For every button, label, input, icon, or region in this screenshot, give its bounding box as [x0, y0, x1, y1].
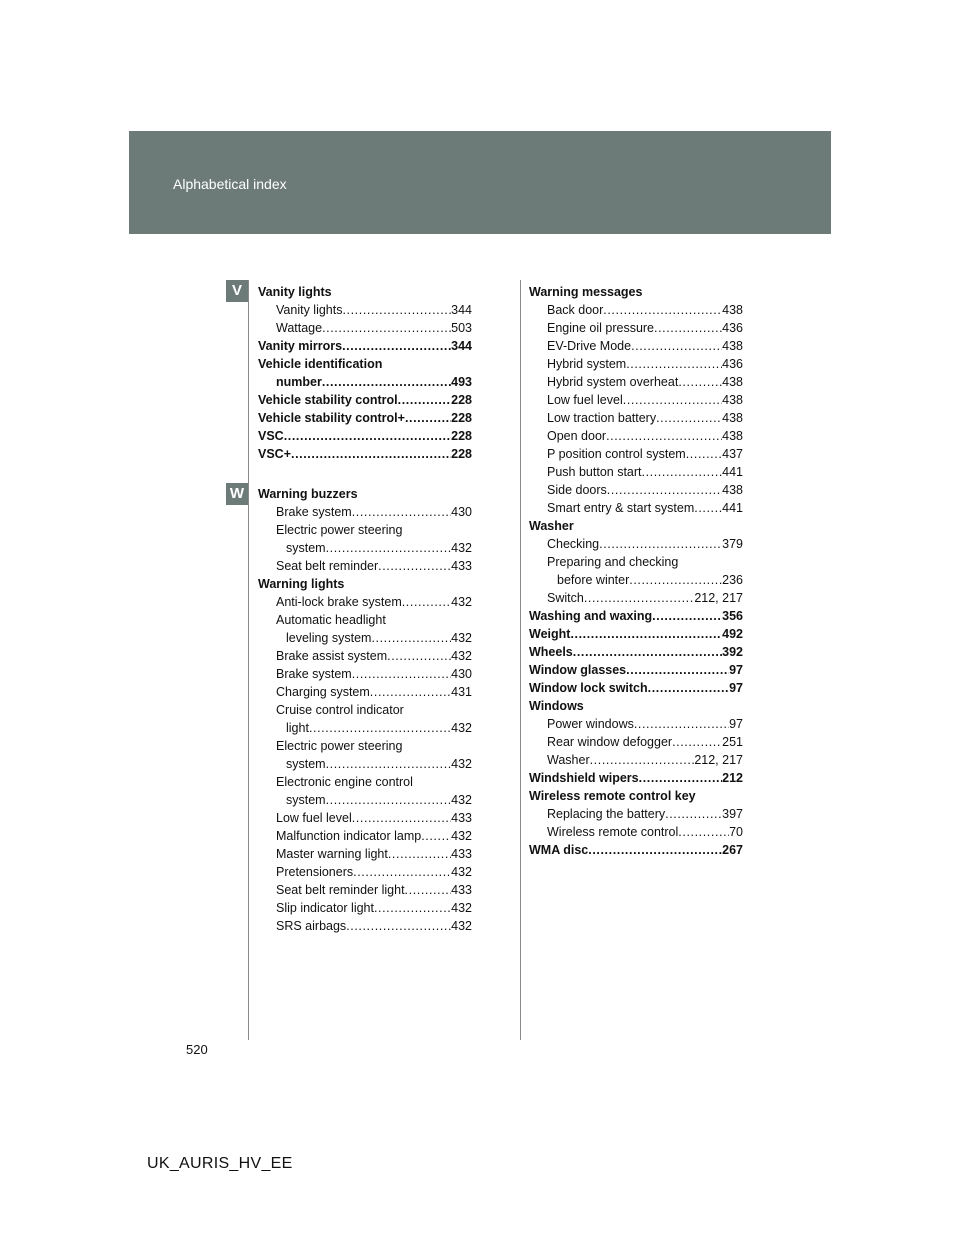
index-entry [529, 643, 743, 661]
entry-term: Brake system [276, 667, 352, 681]
dot-leader [346, 917, 451, 935]
entry-term: system [286, 541, 326, 555]
letter-tab-v: V [226, 280, 248, 302]
entry-page-ref: 438 [722, 339, 743, 353]
dot-leader [326, 791, 452, 809]
index-entry [529, 355, 743, 373]
entry-term: Window lock switch [529, 681, 648, 695]
index-entry [529, 535, 743, 553]
entry-term: light [286, 721, 309, 735]
dot-leader [374, 899, 451, 917]
dot-leader [665, 805, 722, 823]
dot-leader [352, 665, 451, 683]
dot-leader [573, 643, 722, 661]
index-entry [258, 827, 472, 845]
index-entry [258, 755, 472, 773]
entry-page-ref: 356 [722, 609, 743, 623]
index-entry [529, 661, 743, 679]
index-entry [529, 463, 743, 481]
letter-tab-w: W [226, 483, 248, 505]
dot-leader [648, 679, 729, 697]
entry-page-ref: 436 [722, 321, 743, 335]
dot-leader [599, 535, 722, 553]
index-entry [529, 769, 743, 787]
entry-term: Hybrid system overheat [547, 375, 679, 389]
index-heading: Wireless remote control key [529, 789, 696, 803]
index-entry [529, 805, 743, 823]
index-entry [258, 539, 472, 557]
entry-page-ref: 432 [451, 829, 472, 843]
entry-page-ref: 431 [451, 685, 472, 699]
entry-page-ref: 344 [451, 303, 472, 317]
entry-page-ref: 433 [451, 883, 472, 897]
dot-leader [387, 647, 451, 665]
index-heading: Warning lights [258, 577, 345, 591]
dot-leader [590, 751, 695, 769]
index-entry [529, 823, 743, 841]
entry-page-ref: 97 [729, 663, 743, 677]
entry-page-ref: 212, 217 [694, 753, 743, 767]
entry-term: Weight [529, 627, 571, 641]
entry-term: Wireless remote control [547, 825, 679, 839]
dot-leader [678, 823, 729, 841]
entry-page-ref: 397 [722, 807, 743, 821]
dot-leader [378, 557, 451, 575]
dot-leader [629, 571, 722, 589]
entry-page-ref: 432 [451, 721, 472, 735]
entry-page-ref: 228 [451, 447, 472, 461]
entry-term: WMA disc [529, 843, 589, 857]
entry-page-ref: 492 [722, 627, 743, 641]
index-entry [529, 589, 743, 607]
index-entry [258, 301, 472, 319]
entry-term: Power windows [547, 717, 634, 731]
entry-page-ref: 228 [451, 411, 472, 425]
entry-page-ref: 436 [722, 357, 743, 371]
index-entry [529, 733, 743, 751]
dot-leader [342, 301, 451, 319]
index-entry [258, 809, 472, 827]
index-entry [258, 665, 472, 683]
entry-term: Hybrid system [547, 357, 627, 371]
dot-leader [654, 319, 722, 337]
index-entry [529, 607, 743, 625]
entry-term: VSC+ [258, 447, 292, 461]
entry-term: Master warning light [276, 847, 388, 861]
entry-term: Seat belt reminder light [276, 883, 405, 897]
entry-term: Washer [547, 753, 590, 767]
index-entry [258, 391, 472, 409]
entry-page-ref: 430 [451, 505, 472, 519]
entry-term: leveling system [286, 631, 372, 645]
header-title: Alphabetical index [173, 176, 287, 192]
dot-leader [639, 769, 723, 787]
entry-page-ref: 432 [451, 901, 472, 915]
entry-term: SRS airbags [276, 919, 347, 933]
dot-leader [371, 629, 451, 647]
index-heading: Electronic engine control [276, 775, 413, 789]
entry-term: Anti-lock brake system [276, 595, 402, 609]
index-entry [258, 845, 472, 863]
entry-page-ref: 212 [722, 771, 743, 785]
entry-page-ref: 70 [729, 825, 743, 839]
index-entry [258, 863, 472, 881]
index-entry [529, 481, 743, 499]
index-entry [529, 841, 743, 859]
dot-leader [405, 409, 451, 427]
entry-page-ref: 432 [451, 865, 472, 879]
dot-leader [326, 755, 452, 773]
dot-leader [642, 463, 723, 481]
entry-term: Rear window defogger [547, 735, 673, 749]
dot-leader [291, 445, 451, 463]
entry-page-ref: 503 [451, 321, 472, 335]
entry-page-ref: 228 [451, 393, 472, 407]
index-entry [258, 629, 472, 647]
entry-page-ref: 430 [451, 667, 472, 681]
entry-term: Replacing the battery [547, 807, 666, 821]
dot-leader [388, 845, 451, 863]
entry-page-ref: 432 [451, 793, 472, 807]
entry-term: Window glasses [529, 663, 627, 677]
index-entry [258, 427, 472, 445]
entry-term: Slip indicator light [276, 901, 374, 915]
entry-page-ref: 438 [722, 483, 743, 497]
entry-term: before winter [557, 573, 630, 587]
entry-page-ref: 432 [451, 919, 472, 933]
index-entry [258, 791, 472, 809]
entry-page-ref: 379 [722, 537, 743, 551]
entry-page-ref: 493 [451, 375, 472, 389]
entry-term: Low fuel level [276, 811, 352, 825]
index-entry [258, 373, 472, 391]
entry-page-ref: 438 [722, 429, 743, 443]
index-entry [258, 445, 472, 463]
index-entry [258, 593, 472, 611]
dot-leader [309, 719, 451, 737]
index-entry [529, 499, 743, 517]
dot-leader [656, 409, 722, 427]
index-entry [529, 427, 743, 445]
entry-page-ref: 438 [722, 303, 743, 317]
entry-page-ref: 392 [722, 645, 743, 659]
entry-term: Back door [547, 303, 604, 317]
index-entry [258, 409, 472, 427]
index-entry [529, 571, 743, 589]
index-entry [529, 337, 743, 355]
entry-term: Smart entry & start system [547, 501, 695, 515]
index-heading: Warning messages [529, 285, 643, 299]
entry-page-ref: 438 [722, 393, 743, 407]
entry-page-ref: 438 [722, 375, 743, 389]
entry-page-ref: 438 [722, 411, 743, 425]
dot-leader [672, 733, 722, 751]
entry-term: Wheels [529, 645, 573, 659]
index-entry [529, 391, 743, 409]
entry-term: Windshield wipers [529, 771, 639, 785]
center-divider [520, 280, 521, 1040]
dot-leader [570, 625, 722, 643]
entry-term: system [286, 793, 326, 807]
entry-term: Open door [547, 429, 607, 443]
dot-leader [588, 841, 722, 859]
dot-leader [626, 355, 722, 373]
index-entry [258, 719, 472, 737]
index-entry [258, 647, 472, 665]
entry-page-ref: 441 [722, 501, 743, 515]
dot-leader [370, 683, 451, 701]
entry-page-ref: 432 [451, 595, 472, 609]
entry-term: Vehicle stability control [258, 393, 398, 407]
dot-leader [623, 391, 722, 409]
entry-term: Checking [547, 537, 600, 551]
entry-term: Malfunction indicator lamp [276, 829, 422, 843]
index-heading: Warning buzzers [258, 487, 358, 501]
entry-page-ref: 251 [722, 735, 743, 749]
dot-leader [342, 337, 451, 355]
entry-term: VSC [258, 429, 284, 443]
entry-page-ref: 432 [451, 649, 472, 663]
dot-leader [402, 593, 451, 611]
dot-leader [322, 319, 451, 337]
index-heading: Electric power steering [276, 523, 403, 537]
index-entry [529, 751, 743, 769]
index-heading: Vehicle identification [258, 357, 383, 371]
entry-term: EV-Drive Mode [547, 339, 632, 353]
page-header-band [129, 131, 831, 234]
dot-leader [398, 391, 452, 409]
index-heading: Windows [529, 699, 584, 713]
entry-page-ref: 433 [451, 847, 472, 861]
index-entry [529, 445, 743, 463]
dot-leader [686, 445, 722, 463]
index-entry [529, 715, 743, 733]
entry-term: Brake system [276, 505, 352, 519]
entry-page-ref: 441 [722, 465, 743, 479]
index-entry [258, 881, 472, 899]
index-entry [258, 917, 472, 935]
entry-term: P position control system [547, 447, 686, 461]
dot-leader [421, 827, 451, 845]
entry-page-ref: 97 [729, 717, 743, 731]
dot-leader [626, 661, 729, 679]
entry-page-ref: 432 [451, 631, 472, 645]
left-divider [248, 280, 249, 1040]
section-gap [258, 463, 472, 485]
index-entry [258, 319, 472, 337]
index-column-right [529, 283, 743, 859]
dot-leader [326, 539, 452, 557]
entry-term: Vanity lights [276, 303, 343, 317]
dot-leader [631, 337, 722, 355]
entry-term: system [286, 757, 326, 771]
entry-term: Vehicle stability control+ [258, 411, 405, 425]
index-heading: Vanity lights [258, 285, 332, 299]
entry-term: Vanity mirrors [258, 339, 343, 353]
entry-term: Seat belt reminder [276, 559, 379, 573]
index-entry [258, 337, 472, 355]
index-heading: Cruise control indicator [276, 703, 404, 717]
index-entry [529, 625, 743, 643]
index-entry [529, 679, 743, 697]
dot-leader [284, 427, 451, 445]
dot-leader [352, 503, 451, 521]
index-entry [529, 409, 743, 427]
dot-leader [694, 499, 722, 517]
dot-leader [634, 715, 729, 733]
index-column-left [258, 283, 472, 935]
entry-page-ref: 433 [451, 811, 472, 825]
dot-leader [405, 881, 452, 899]
index-heading: Washer [529, 519, 574, 533]
entry-page-ref: 432 [451, 757, 472, 771]
entry-term: Low fuel level [547, 393, 623, 407]
entry-page-ref: 267 [722, 843, 743, 857]
entry-term: number [276, 375, 322, 389]
dot-leader [607, 481, 722, 499]
index-entry [529, 301, 743, 319]
entry-page-ref: 228 [451, 429, 472, 443]
dot-leader [322, 373, 451, 391]
entry-term: Charging system [276, 685, 370, 699]
entry-page-ref: 432 [451, 541, 472, 555]
entry-page-ref: 236 [722, 573, 743, 587]
dot-leader [603, 301, 722, 319]
document-code: UK_AURIS_HV_EE [147, 1155, 293, 1172]
dot-leader [652, 607, 722, 625]
entry-term: Wattage [276, 321, 323, 335]
dot-leader [606, 427, 722, 445]
dot-leader [584, 589, 695, 607]
entry-term: Push button start [547, 465, 642, 479]
entry-term: Side doors [547, 483, 607, 497]
index-entry [529, 373, 743, 391]
dot-leader [352, 809, 451, 827]
index-heading: Preparing and checking [547, 555, 679, 569]
index-entry [258, 683, 472, 701]
entry-term: Washing and waxing [529, 609, 653, 623]
index-entry [258, 503, 472, 521]
index-entry [529, 319, 743, 337]
entry-page-ref: 212, 217 [694, 591, 743, 605]
index-heading: Automatic headlight [276, 613, 386, 627]
entry-term: Switch [547, 591, 584, 605]
entry-term: Engine oil pressure [547, 321, 655, 335]
entry-term: Pretensioners [276, 865, 354, 879]
index-entry [258, 557, 472, 575]
entry-page-ref: 344 [451, 339, 472, 353]
dot-leader [678, 373, 722, 391]
index-entry [258, 899, 472, 917]
dot-leader [353, 863, 451, 881]
index-heading: Electric power steering [276, 739, 403, 753]
page-number: 520 [186, 1042, 208, 1057]
entry-term: Brake assist system [276, 649, 388, 663]
entry-page-ref: 97 [729, 681, 743, 695]
entry-page-ref: 433 [451, 559, 472, 573]
entry-page-ref: 437 [722, 447, 743, 461]
entry-term: Low traction battery [547, 411, 657, 425]
